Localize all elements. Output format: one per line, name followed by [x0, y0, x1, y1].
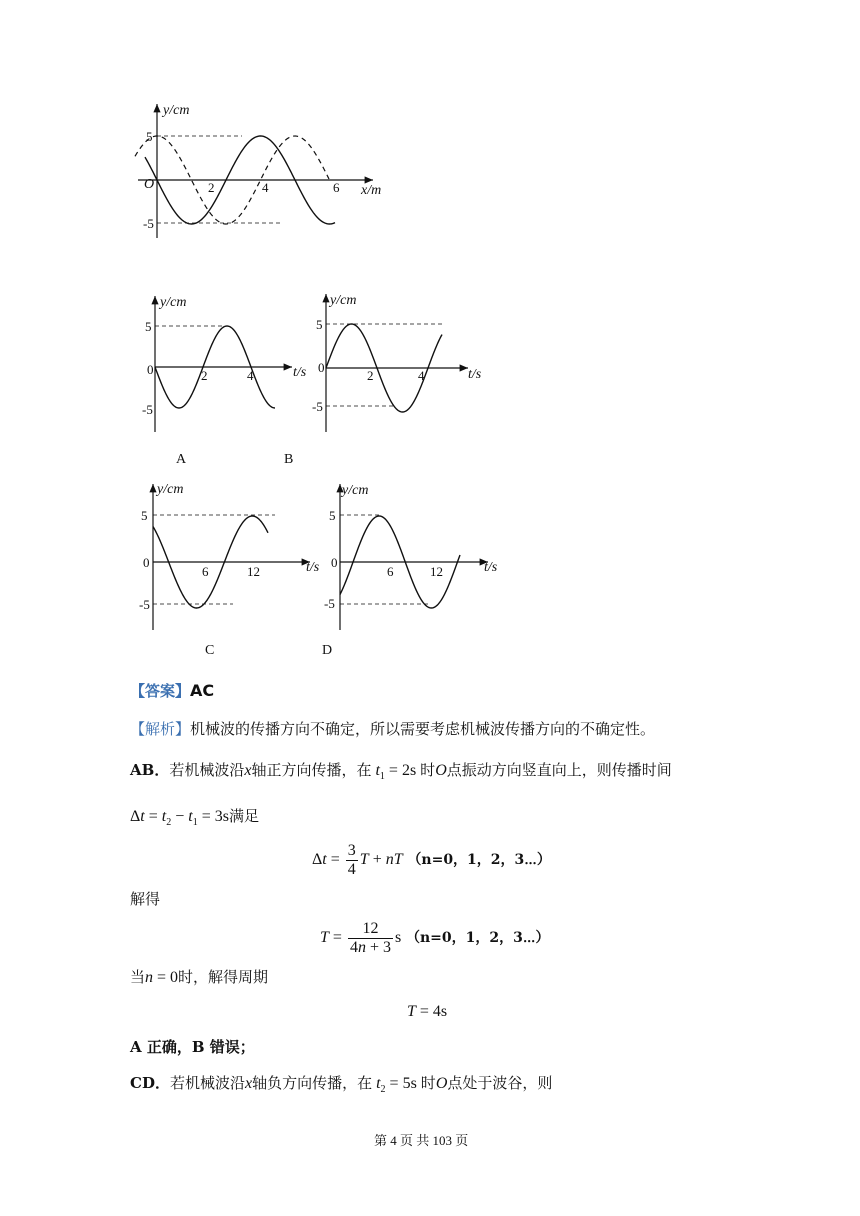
when-line: [130, 967, 268, 988]
wave-graph: [130, 98, 390, 243]
wave-y-tick-neg5: -5: [143, 216, 154, 231]
option-d-y-tick-5: 5: [329, 508, 336, 523]
solve-label: 解得: [130, 890, 161, 908]
ab-text-1: 若机械波沿: [169, 761, 245, 779]
option-d-x-tick-6: 6: [387, 564, 394, 579]
option-a-y-label: y/cm: [160, 295, 187, 310]
answer-label: 【答案】: [130, 682, 191, 700]
option-b-y-label: y/cm: [330, 293, 357, 308]
delta-t-expr: $\Delta t = t_2 - t_1 = 3s$: [130, 808, 229, 829]
equation-delta-t: Δt = $\frac{3}{4}$ T + nT （n=0，1，2，3⋯）: [312, 841, 551, 878]
explanation-intro-line: [130, 719, 655, 739]
option-c-letter: C: [205, 643, 215, 658]
wave-y-tick-5: 5: [146, 129, 153, 144]
option-a-x-tick-4: 4: [247, 368, 254, 383]
option-a-origin: 0: [147, 362, 154, 377]
ab-line: [130, 760, 672, 787]
cd-var-o: O: [435, 1075, 448, 1092]
n-zero-expr: n = 0: [145, 969, 179, 986]
option-b-x-label: t/s: [468, 367, 482, 382]
cd-text-1: 若机械波沿: [169, 1074, 245, 1092]
cd-t2-expr: $t_2 = 5s$: [376, 1075, 421, 1096]
wave-y-label: y/cm: [163, 103, 190, 118]
option-b-y-tick-5: 5: [316, 317, 323, 332]
wave-x-tick-2: 2: [208, 180, 215, 195]
option-c-x-tick-6: 6: [202, 564, 209, 579]
ab-text-4: 点振动方向竖直向上，则传播时间: [446, 761, 672, 779]
option-c-x-tick-12: 12: [247, 564, 260, 579]
option-c-y-tick-neg5: -5: [139, 597, 150, 612]
cd-var-x: x: [244, 1075, 253, 1092]
option-a-x-tick-2: 2: [201, 368, 208, 383]
option-d-y-label: y/cm: [342, 483, 369, 498]
cd-text-3: 时: [420, 1074, 436, 1092]
option-c-graph: [130, 478, 330, 633]
answer-line: [130, 681, 214, 701]
cd-line: [130, 1073, 552, 1100]
wave-x-label: x/m: [361, 183, 382, 198]
ab-text-2: 轴正方向传播，在: [251, 761, 372, 779]
option-d-x-tick-12: 12: [430, 564, 443, 579]
ab-var-o: O: [435, 762, 447, 779]
when-suffix: 时，解得周期: [178, 968, 269, 986]
ab-result: A 正确，B 错误；: [130, 1038, 255, 1056]
option-a-letter: A: [176, 452, 187, 467]
cd-prefix: CD．: [130, 1074, 170, 1092]
answer-value: AC: [190, 681, 215, 700]
wave-origin: O: [144, 177, 155, 192]
n-condition-2: （n=0，1，2，3⋯）: [405, 930, 550, 946]
wave-x-tick-6: 6: [333, 180, 340, 195]
cd-text-2: 轴负方向传播，在: [252, 1074, 373, 1092]
option-a-x-label: t/s: [293, 365, 307, 380]
option-a-y-tick-neg5: -5: [142, 402, 153, 417]
ab-text-3: 时: [420, 761, 436, 779]
ab-var-x: x: [244, 762, 252, 779]
explanation-intro: 机械波的传播方向不确定，所以需要考虑机械波传播方向的不确定性。: [190, 720, 656, 738]
option-b-graph: [302, 288, 487, 435]
option-d-letter: D: [322, 643, 333, 658]
option-b-x-tick-2: 2: [367, 368, 374, 383]
option-c-x-label: t/s: [306, 560, 320, 575]
option-b-x-tick-4: 4: [418, 368, 425, 383]
ab-prefix: AB．: [130, 761, 170, 779]
n-condition-1: （n=0，1，2，3⋯）: [407, 852, 551, 868]
option-c-y-tick-5: 5: [141, 508, 148, 523]
period-result: T = 4s: [407, 1003, 448, 1020]
delta-t-suffix: 满足: [228, 807, 259, 825]
option-d-graph: [318, 478, 508, 633]
equation-period: T = $\frac{12}{4n + 3}$ s （n=0，1，2，3⋯）: [320, 919, 550, 956]
option-c-origin: 0: [143, 555, 150, 570]
cd-text-4: 点处于波谷，则: [447, 1074, 553, 1092]
option-d-origin: 0: [331, 555, 338, 570]
wave-x-tick-4: 4: [262, 180, 269, 195]
option-b-origin: 0: [318, 360, 325, 375]
option-d-x-label: t/s: [484, 560, 498, 575]
option-b-letter: B: [284, 452, 294, 467]
option-c-y-label: y/cm: [157, 482, 184, 497]
option-d-y-tick-neg5: -5: [324, 596, 335, 611]
delta-t-line: [130, 806, 259, 833]
option-b-y-tick-neg5: -5: [312, 399, 323, 414]
explanation-label: 【解析】: [130, 720, 191, 738]
page-footer: 第 4 页 共 103 页: [374, 1133, 469, 1148]
option-a-y-tick-5: 5: [145, 319, 152, 334]
when-text: 当: [130, 968, 146, 986]
option-a-graph: [130, 290, 310, 435]
ab-t1-expr: $t_1 = 2s$: [375, 762, 421, 783]
